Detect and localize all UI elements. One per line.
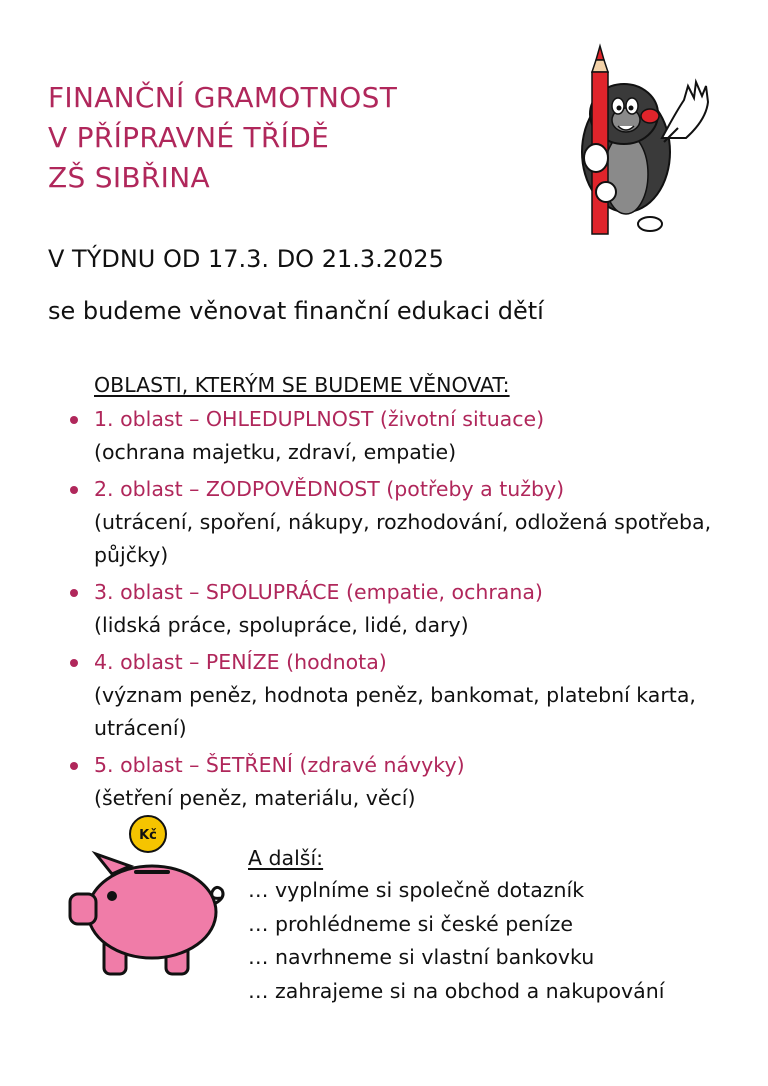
area-description: (význam peněz, hodnota peněz, bankomat, platební karta, utrácení) [94, 683, 696, 740]
bullet-icon [70, 486, 78, 494]
areas-heading: OBLASTI, KTERÝM SE BUDEME VĚNOVAT: [94, 373, 510, 397]
area-description: (lidská práce, spolupráce, lidé, dary) [94, 613, 469, 637]
list-item: … navrhneme si vlastní bankovku [248, 945, 595, 969]
list-item: … prohlédneme si české peníze [248, 911, 573, 936]
list-item: … zahrajeme si na obchod a nakupování [248, 978, 665, 1003]
bullet-icon [70, 589, 78, 597]
coin-label: Kč [139, 828, 157, 843]
areas-section [94, 370, 734, 819]
area-description: (ochrana majetku, zdraví, empatie) [94, 440, 457, 464]
bullet-icon [70, 762, 78, 770]
subtitle: se budeme věnovat finanční edukaci dětí [48, 297, 544, 325]
title-line-2: V PŘÍPRAVNÉ TŘÍDĚ [48, 121, 330, 154]
mole-illustration [566, 42, 712, 238]
extra-section [248, 842, 748, 1008]
area-title-text: 2. oblast – ZODPOVĚDNOST (potřeby a tužby) [94, 477, 565, 501]
area-title-1 [94, 403, 734, 436]
area-item [94, 646, 734, 745]
extra-heading: A další: [248, 846, 324, 870]
area-title-text: 4. oblast – PENÍZE (hodnota) [94, 650, 387, 674]
area-title-4 [94, 646, 734, 679]
bullet-icon [70, 416, 78, 424]
area-title-text: 1. oblast – OHLEDUPLNOST (životní situace) [94, 407, 545, 431]
area-title-3 [94, 576, 734, 609]
list-item: … vyplníme si společně dotazník [248, 878, 585, 902]
area-item [94, 749, 734, 815]
area-title-2 [94, 473, 734, 506]
title-line-3: ZŠ SIBŘINA [48, 161, 210, 194]
area-description: (utrácení, spoření, nákupy, rozhodování, odložená spotřeba, půjčky) [94, 510, 712, 567]
area-title-text: 5. oblast – ŠETŘENÍ (zdravé návyky) [94, 753, 465, 777]
area-item [94, 403, 734, 469]
area-item [94, 576, 734, 642]
area-item [94, 473, 734, 572]
piggy-bank-illustration [64, 812, 234, 984]
bullet-icon [70, 659, 78, 667]
title-line-1: FINANČNÍ GRAMOTNOST [48, 81, 398, 114]
area-title-5 [94, 749, 734, 782]
coin-icon [130, 816, 166, 852]
week-dates: V TÝDNU OD 17.3. DO 21.3.2025 [48, 245, 444, 273]
page-title [48, 78, 397, 198]
area-description: (šetření peněz, materiálu, věcí) [94, 786, 416, 810]
area-title-text: 3. oblast – SPOLUPRÁCE (empatie, ochrana) [94, 580, 543, 604]
